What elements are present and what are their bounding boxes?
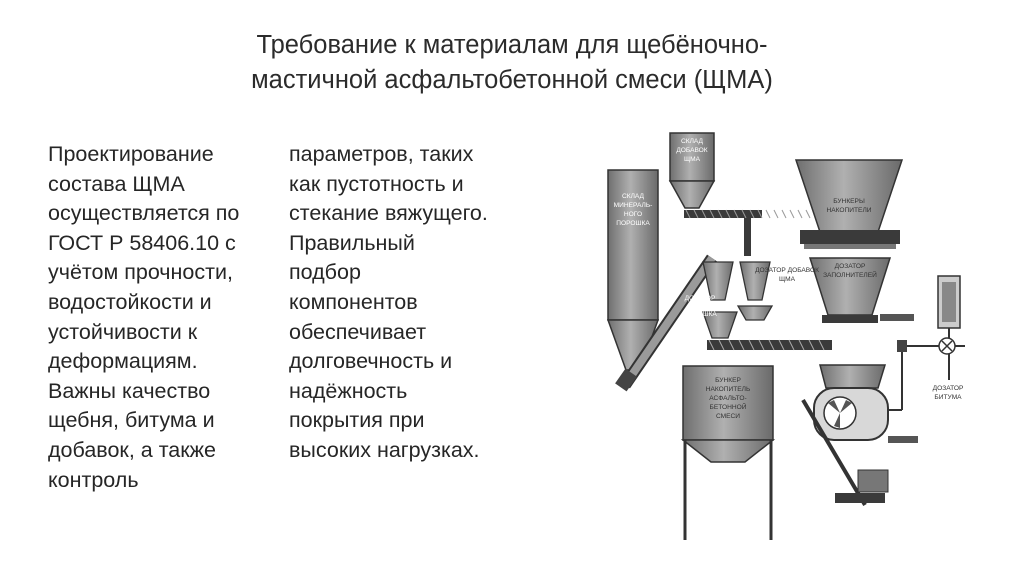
powder-dosator-label-1: ДОЗАТОР [684, 295, 716, 302]
additives-label-1: СКЛАД [680, 138, 704, 145]
bitumen-label-1: ДОЗАТОР [932, 385, 964, 392]
additives-dosator [738, 262, 819, 320]
bunkers-label-1: БУНКЕРЫ [833, 198, 865, 205]
bunkers-label-2: НАКОПИТЕЛИ [826, 207, 872, 214]
text-column-right: параметров, таких как пустотность и стекание вяжущего. Правильный подбор компонентов обеспечивает долговечность и надёжность покрытия при высоких нагрузках. [289, 142, 488, 462]
asphalt-storage-bunker [683, 366, 773, 540]
storage-label-5: СМЕСИ [715, 413, 741, 420]
additives-label-3: ЩМА [683, 156, 701, 163]
mixer [803, 365, 888, 505]
top-screw-conveyor [684, 210, 818, 256]
additives-dosator-label-2: ЩМА [778, 276, 796, 283]
bitumen-label-2: БИТУМА [934, 394, 962, 401]
main-screw-conveyor [707, 340, 832, 350]
filler-dosator [810, 258, 914, 323]
silo-label-4: ПОРОШКА [616, 220, 650, 227]
storage-label-2: НАКОПИТЕЛЬ [705, 386, 751, 393]
additives-dosator-label-1: ДОЗАТОР ДОБАВОК [755, 267, 819, 274]
powder-dosator [683, 262, 737, 338]
storage-label-1: БУНКЕР [715, 377, 741, 384]
silo-label-1: СКЛАД [621, 193, 645, 200]
filler-dosator-label-1: ДОЗАТОР [834, 263, 866, 270]
bitumen-dosator [888, 276, 965, 443]
slide-title: Требование к материалам для щебёночно- мастичной асфальтобетонной смеси (ЩМА) [251, 31, 773, 94]
text-column-left: Проектирование состава ЩМА осуществляется по ГОСТ Р 58406.10 с учётом прочности, водостойкости и устойчивости к деформациям. Важны качество щебня, битума и добавок, а также контроль [48, 142, 240, 492]
additives-label-2: ДОБАВОК [676, 147, 708, 154]
storage-label-4: БЕТОННОЙ [709, 404, 747, 411]
aggregate-bunkers [796, 160, 902, 249]
silo-label-2: МИНЕРАЛЬ- [613, 202, 653, 209]
powder-dosator-label-3: ПОРОШКА [683, 311, 717, 318]
powder-dosator-label-2: МИН. [691, 303, 709, 310]
silo-label-3: НОГО [623, 211, 643, 218]
storage-label-3: АСФАЛЬТО- [709, 395, 747, 402]
additives-store [670, 133, 714, 208]
filler-dosator-label-2: ЗАПОЛНИТЕЛЕЙ [823, 272, 877, 279]
